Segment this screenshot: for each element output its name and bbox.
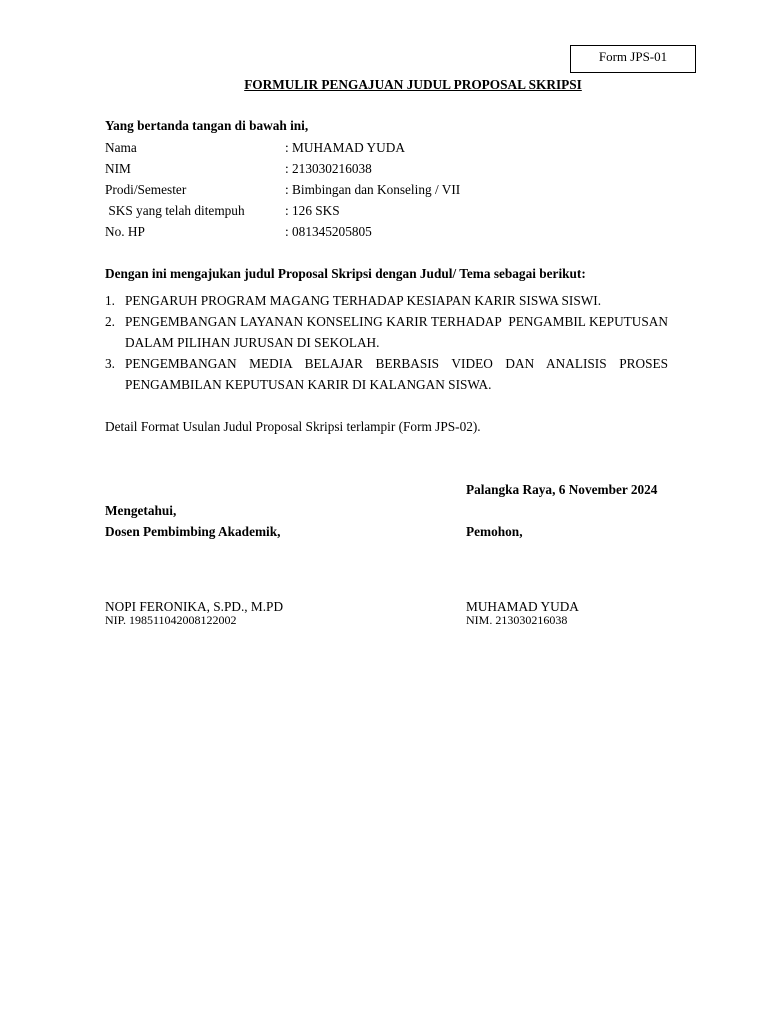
list-item	[105, 311, 672, 353]
list-text: PENGEMBANGAN MEDIA BELAJAR BERBASIS VIDEO DAN ANALISIS PROSES PENGAMBILAN KEPUTUSAN KARIR DI KALANGAN SISWA.	[125, 356, 668, 392]
list-item	[105, 290, 668, 311]
field-label: SKS yang telah ditempuh	[105, 203, 245, 218]
advisor-title: Dosen Pembimbing Akademik,	[105, 524, 281, 539]
field-label: Prodi/Semester	[105, 182, 187, 197]
field-label: Nama	[105, 140, 137, 155]
detail-note: Detail Format Usulan Judul Proposal Skripsi terlampir (Form JPS-02).	[105, 419, 481, 434]
applicant-id: NIM. 213030216038	[466, 613, 568, 627]
advisor-name: NOPI FERONIKA, S.PD., M.PD	[105, 599, 284, 614]
field-label: No. HP	[105, 224, 145, 239]
field-label: NIM	[105, 161, 131, 176]
acknowledge-label: Mengetahui,	[105, 503, 177, 518]
proposal-title-list	[105, 290, 672, 395]
list-number: 2.	[105, 314, 115, 329]
field-value: : 081345205805	[285, 224, 372, 239]
field-value: : Bimbingan dan Konseling / VII	[285, 182, 461, 197]
applicant-name: MUHAMAD YUDA	[466, 599, 579, 614]
field-value: : 213030216038	[285, 161, 372, 176]
list-text: PENGEMBANGAN LAYANAN KONSELING KARIR TERHADAP PENGAMBIL KEPUTUSAN DALAM PILIHAN JURUSAN DI SEKOLAH.	[125, 314, 672, 350]
list-number: 1.	[105, 293, 115, 308]
intro-text: Yang bertanda tangan di bawah ini,	[105, 118, 309, 133]
list-text: PENGARUH PROGRAM MAGANG TERHADAP KESIAPAN KARIR SISWA SISWI.	[125, 293, 602, 308]
form-code-box	[570, 45, 696, 73]
list-item	[105, 353, 668, 395]
field-value: : 126 SKS	[285, 203, 340, 218]
field-value: : MUHAMAD YUDA	[285, 140, 405, 155]
form-code: Form JPS-01	[598, 49, 668, 64]
statement-text: Dengan ini mengajukan judul Proposal Skripsi dengan Judul/ Tema sebagai berikut:	[105, 266, 586, 281]
page-title: FORMULIR PENGAJUAN JUDUL PROPOSAL SKRIPSI	[244, 77, 582, 92]
applicant-title: Pemohon,	[466, 524, 523, 539]
list-number: 3.	[105, 356, 115, 371]
advisor-id: NIP. 198511042008122002	[105, 613, 237, 627]
place-date: Palangka Raya, 6 November 2024	[466, 482, 658, 497]
